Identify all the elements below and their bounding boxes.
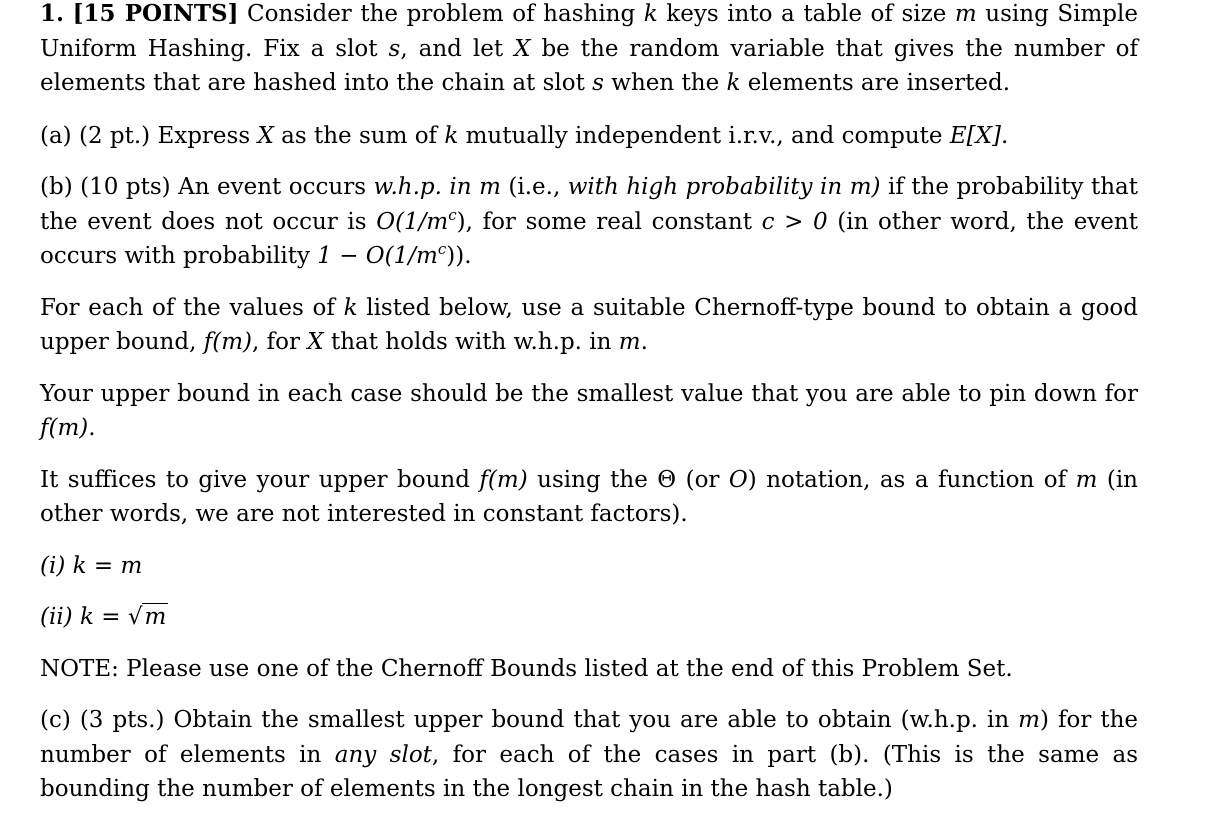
- note: [40, 652, 1138, 687]
- text-span: .: [88, 415, 96, 441]
- text-span: be the random variable that gives the number of elements that are hashed into the chain at slot: [40, 35, 1139, 96]
- fm-expr: f(m): [479, 466, 528, 493]
- exponent-c: c: [437, 240, 447, 258]
- text-span: listed below, use a suitable Chernoff-type bound to obtain a good upper bound,: [40, 294, 1138, 355]
- text-span: using Simple Uniform Hashing. Fix a slot: [40, 1, 1138, 62]
- sqrt-expr: [128, 600, 168, 635]
- instruction-smallest-bound: [40, 377, 1138, 446]
- sqrt-radicand: m: [144, 604, 167, 630]
- big-o-symbol: O: [728, 466, 748, 493]
- text-span: Consider the problem of hashing: [238, 1, 644, 27]
- part-b: [40, 170, 1138, 274]
- text-span: For each of the values of: [40, 294, 344, 321]
- var-m: m: [1075, 466, 1098, 493]
- case-i: [40, 549, 1138, 584]
- sqrt-symbol: √: [127, 604, 143, 630]
- text-span: elements are inserted.: [740, 70, 1011, 96]
- text-span: , and let: [400, 35, 515, 62]
- note-text: NOTE: Please use one of the Chernoff Bounds listed at the end of this Problem Set.: [40, 655, 1013, 682]
- fm-expr: f(m): [203, 329, 252, 355]
- text-span: (in other word, the event occurs with probability: [40, 208, 1138, 269]
- exponent-c: c: [448, 205, 457, 224]
- var-x: X: [514, 35, 531, 62]
- text-span: , for: [252, 329, 308, 355]
- var-k: k: [643, 1, 658, 27]
- any-slot-emphasis: any slot: [334, 741, 432, 768]
- text-span: ), for some real constant: [456, 208, 762, 235]
- var-m: m: [954, 1, 977, 27]
- probability-expr: 1 − O(1/m: [317, 243, 438, 269]
- text-span: when the: [603, 70, 727, 96]
- problem-number: 1.: [40, 0, 65, 27]
- case-ii: [40, 600, 1138, 635]
- text-span: .: [1000, 122, 1009, 149]
- instruction-notation: [40, 463, 1138, 532]
- case-equation: k = m: [72, 552, 143, 579]
- text-span: It suffices to give your upper bound: [40, 466, 480, 493]
- var-k: k: [343, 294, 358, 321]
- fm-expr: f(m): [40, 415, 89, 441]
- text-span: ) notation, as a function of: [747, 466, 1076, 493]
- text-span: (b) (10 pts) An event occurs: [40, 174, 374, 200]
- problem-points: [15 POINTS]: [72, 0, 239, 27]
- whp-definition: with high probability in m): [567, 174, 881, 200]
- text-span: keys into a table of size: [657, 1, 955, 27]
- text-span: as the sum of: [273, 122, 445, 149]
- var-m: m: [1018, 707, 1040, 733]
- problem-statement: [40, 0, 1138, 101]
- var-k: k: [726, 70, 741, 96]
- text-span: if the probability that the event does not occur is: [40, 174, 1139, 235]
- text-span: mutually independent i.r.v., and compute: [458, 122, 950, 149]
- text-span: ) for the number of elements in: [40, 707, 1138, 768]
- var-k: k: [444, 122, 459, 149]
- case-label: (i): [40, 552, 66, 579]
- text-span: (i.e.,: [500, 174, 568, 200]
- text-span: Your upper bound in each case should be the smallest value that you are able to pin down for: [40, 380, 1138, 407]
- big-o-expr: O(1/m: [376, 208, 449, 235]
- var-x: X: [307, 329, 324, 355]
- case-label: (ii): [40, 604, 73, 630]
- text-span: that holds with w.h.p. in: [323, 329, 619, 355]
- text-span: using the Θ (or: [527, 466, 729, 493]
- part-a: [40, 119, 1138, 154]
- case-equation: k =: [79, 604, 128, 630]
- part-c: [40, 703, 1138, 807]
- instruction-for-each: [40, 291, 1138, 360]
- text-span: , for each of the cases in part (b). (This is the same as bounding the number of elements in the longest chain in the hash table.): [40, 741, 1138, 802]
- var-m: m: [618, 329, 641, 355]
- var-s: s: [592, 70, 604, 96]
- text-span: (a) (2 pt.) Express: [40, 122, 258, 149]
- var-x: X: [257, 122, 274, 149]
- text-span: .: [640, 329, 648, 355]
- text-span: )).: [446, 243, 472, 269]
- whp-term: w.h.p. in m: [373, 174, 501, 200]
- expectation-expr: E[X]: [949, 122, 1001, 149]
- var-s: s: [388, 35, 401, 62]
- constant-condition: c > 0: [761, 208, 828, 235]
- text-span: (in other words, we are not interested in constant factors).: [40, 466, 1138, 527]
- text-span: (c) (3 pts.) Obtain the smallest upper bound that you are able to obtain (w.h.p. in: [40, 707, 1019, 733]
